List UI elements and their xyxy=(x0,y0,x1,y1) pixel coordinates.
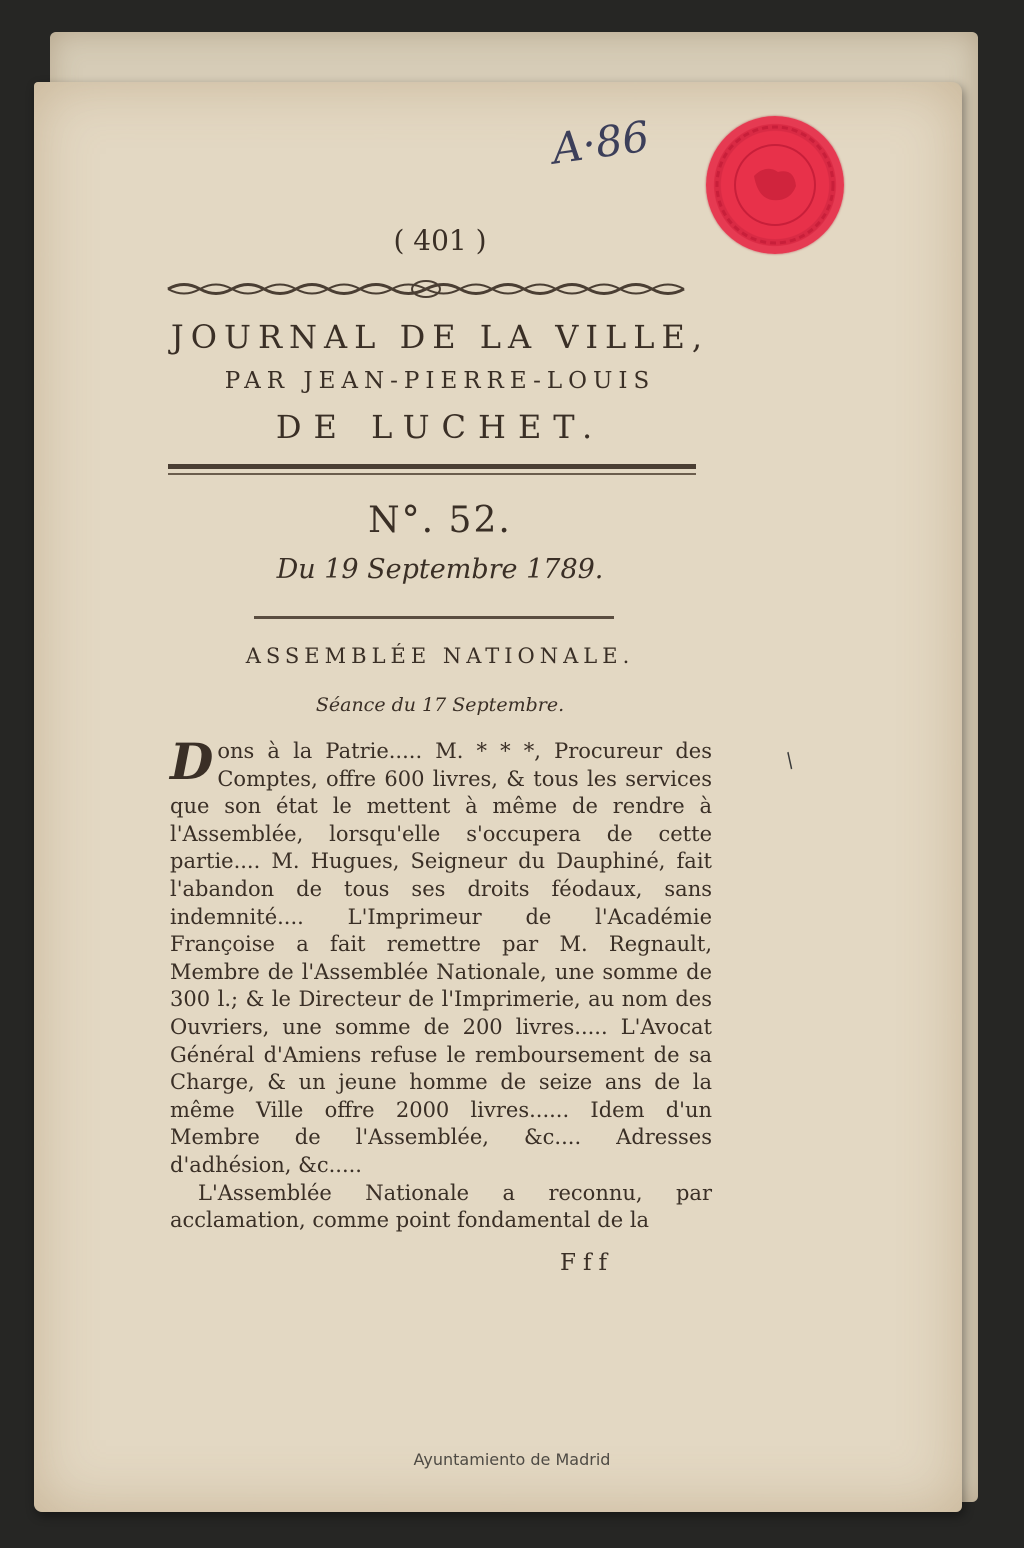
journal-title: JOURNAL DE LA VILLE, xyxy=(170,318,710,356)
article-paragraph-1: Dons à la Patrie..... M. * * *, Procureur des Comptes, offre 600 livres, & tous les services que son état le mettent à même de rendre à l'Assemblée, lorsqu'elle s'occupera de cette partie.... M. Hugues, Seigneur du Dauphiné, fait l'abandon de tous ses droits féodaux, sans indemnité.... L'Imprimeur de l'Académie Françoise a fait remettre par M. Regnault, Membre de l'Assemblée Nationale, une somme de 300 l.; & le Directeur de l'Imprimerie, au nom des Ouvriers, une somme de 200 livres..... L'Avocat Général d'Amiens refuse le remboursement de sa Charge, & un jeune homme de seize ans de la même Ville offre 2000 livres...... Idem d'un Membre de l'Assemblée, &c.... Adresses d'adhésion, &c..... xyxy=(170,732,712,1177)
date-rule xyxy=(254,616,614,619)
page-number: ( 401 ) xyxy=(393,224,487,257)
issue-number: N°. 52. xyxy=(368,500,512,541)
ornamental-border-icon xyxy=(164,278,688,300)
title-rule-thin xyxy=(168,473,696,475)
journal-author-name: DE LUCHET. xyxy=(275,408,605,446)
title-rule xyxy=(168,464,696,469)
signature-mark: Fff xyxy=(560,1250,614,1276)
library-stamp-seal xyxy=(706,116,844,254)
session-heading: Séance du 17 Septembre. xyxy=(315,694,565,716)
article-body xyxy=(170,732,712,1235)
journal-author-line: PAR JEAN-PIERRE-LOUIS xyxy=(224,368,656,394)
shelfmark-handwritten: A·86 xyxy=(549,111,653,174)
section-heading: ASSEMBLÉE NATIONALE. xyxy=(245,644,635,668)
article-paragraph-2: L'Assemblée Nationale a reconnu, par acclamation, comme point fondamental de la xyxy=(170,1180,712,1233)
pencil-tick-icon: / xyxy=(780,747,799,773)
footer-credit: Ayuntamiento de Madrid xyxy=(413,1450,611,1469)
issue-date: Du 19 Septembre 1789. xyxy=(276,554,604,585)
